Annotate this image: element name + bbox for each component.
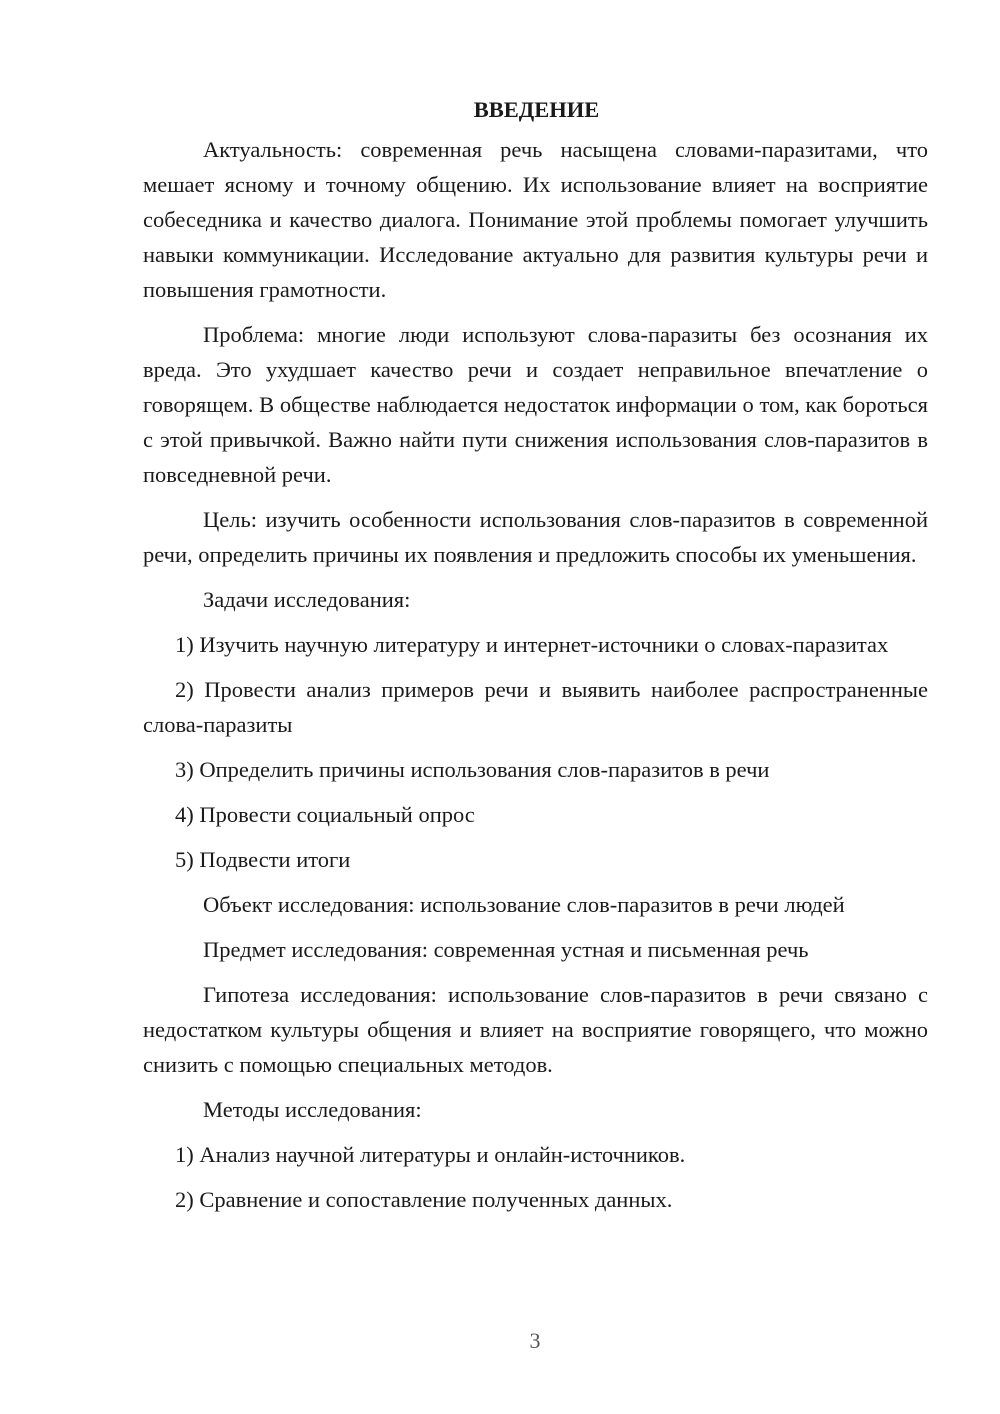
research-subject: Предмет исследования: современная устная и письменная речь — [203, 937, 809, 962]
methods-heading: Методы исследования: — [203, 1097, 422, 1122]
tasks-heading: Задачи исследования: — [203, 587, 411, 612]
method-item-1: 1) Анализ научной литературы и онлайн-источников. — [175, 1142, 686, 1167]
task-item-3: 3) Определить причины использования слов-паразитов в речи — [175, 757, 770, 782]
page-content — [143, 92, 928, 1227]
task-item-4: 4) Провести социальный опрос — [175, 802, 475, 827]
task-item-5: 5) Подвести итоги — [175, 847, 351, 872]
relevance-paragraph: Актуальность: современная речь насыщена словами-паразитами, что мешает ясному и точному общению. Их использование влияет на восприятие собеседника и качество диалога. Понимание этой проблемы помогает улучшить навыки коммуникации. Исследование актуально для развития культуры речи и повышения грамотности. — [143, 137, 928, 302]
goal-paragraph: Цель: изучить особенности использования слов-паразитов в современной речи, определить причины их появления и предложить способы их уменьшения. — [143, 507, 928, 567]
task-item-2: 2) Провести анализ примеров речи и выявить наиболее распространенные слова-паразиты — [143, 677, 928, 737]
problem-paragraph: Проблема: многие люди используют слова-паразиты без осознания их вреда. Это ухудшает качество речи и создает неправильное впечатление о говорящем. В обществе наблюдается недостаток информации о том, как бороться с этой привычкой. Важно найти пути снижения использования слов-паразитов в повседневной речи. — [143, 322, 928, 487]
page-number: 3 — [529, 1328, 541, 1353]
hypothesis-paragraph: Гипотеза исследования: использование слов-паразитов в речи связано с недостатком культуры общения и влияет на восприятие говорящего, что можно снизить с помощью специальных методов. — [143, 982, 928, 1077]
section-title: ВВЕДЕНИЕ — [473, 97, 600, 122]
research-object: Объект исследования: использование слов-паразитов в речи людей — [203, 892, 845, 917]
task-item-1: 1) Изучить научную литературу и интернет-источники о словах-паразитах — [175, 632, 889, 657]
method-item-2: 2) Сравнение и сопоставление полученных данных. — [175, 1187, 673, 1212]
